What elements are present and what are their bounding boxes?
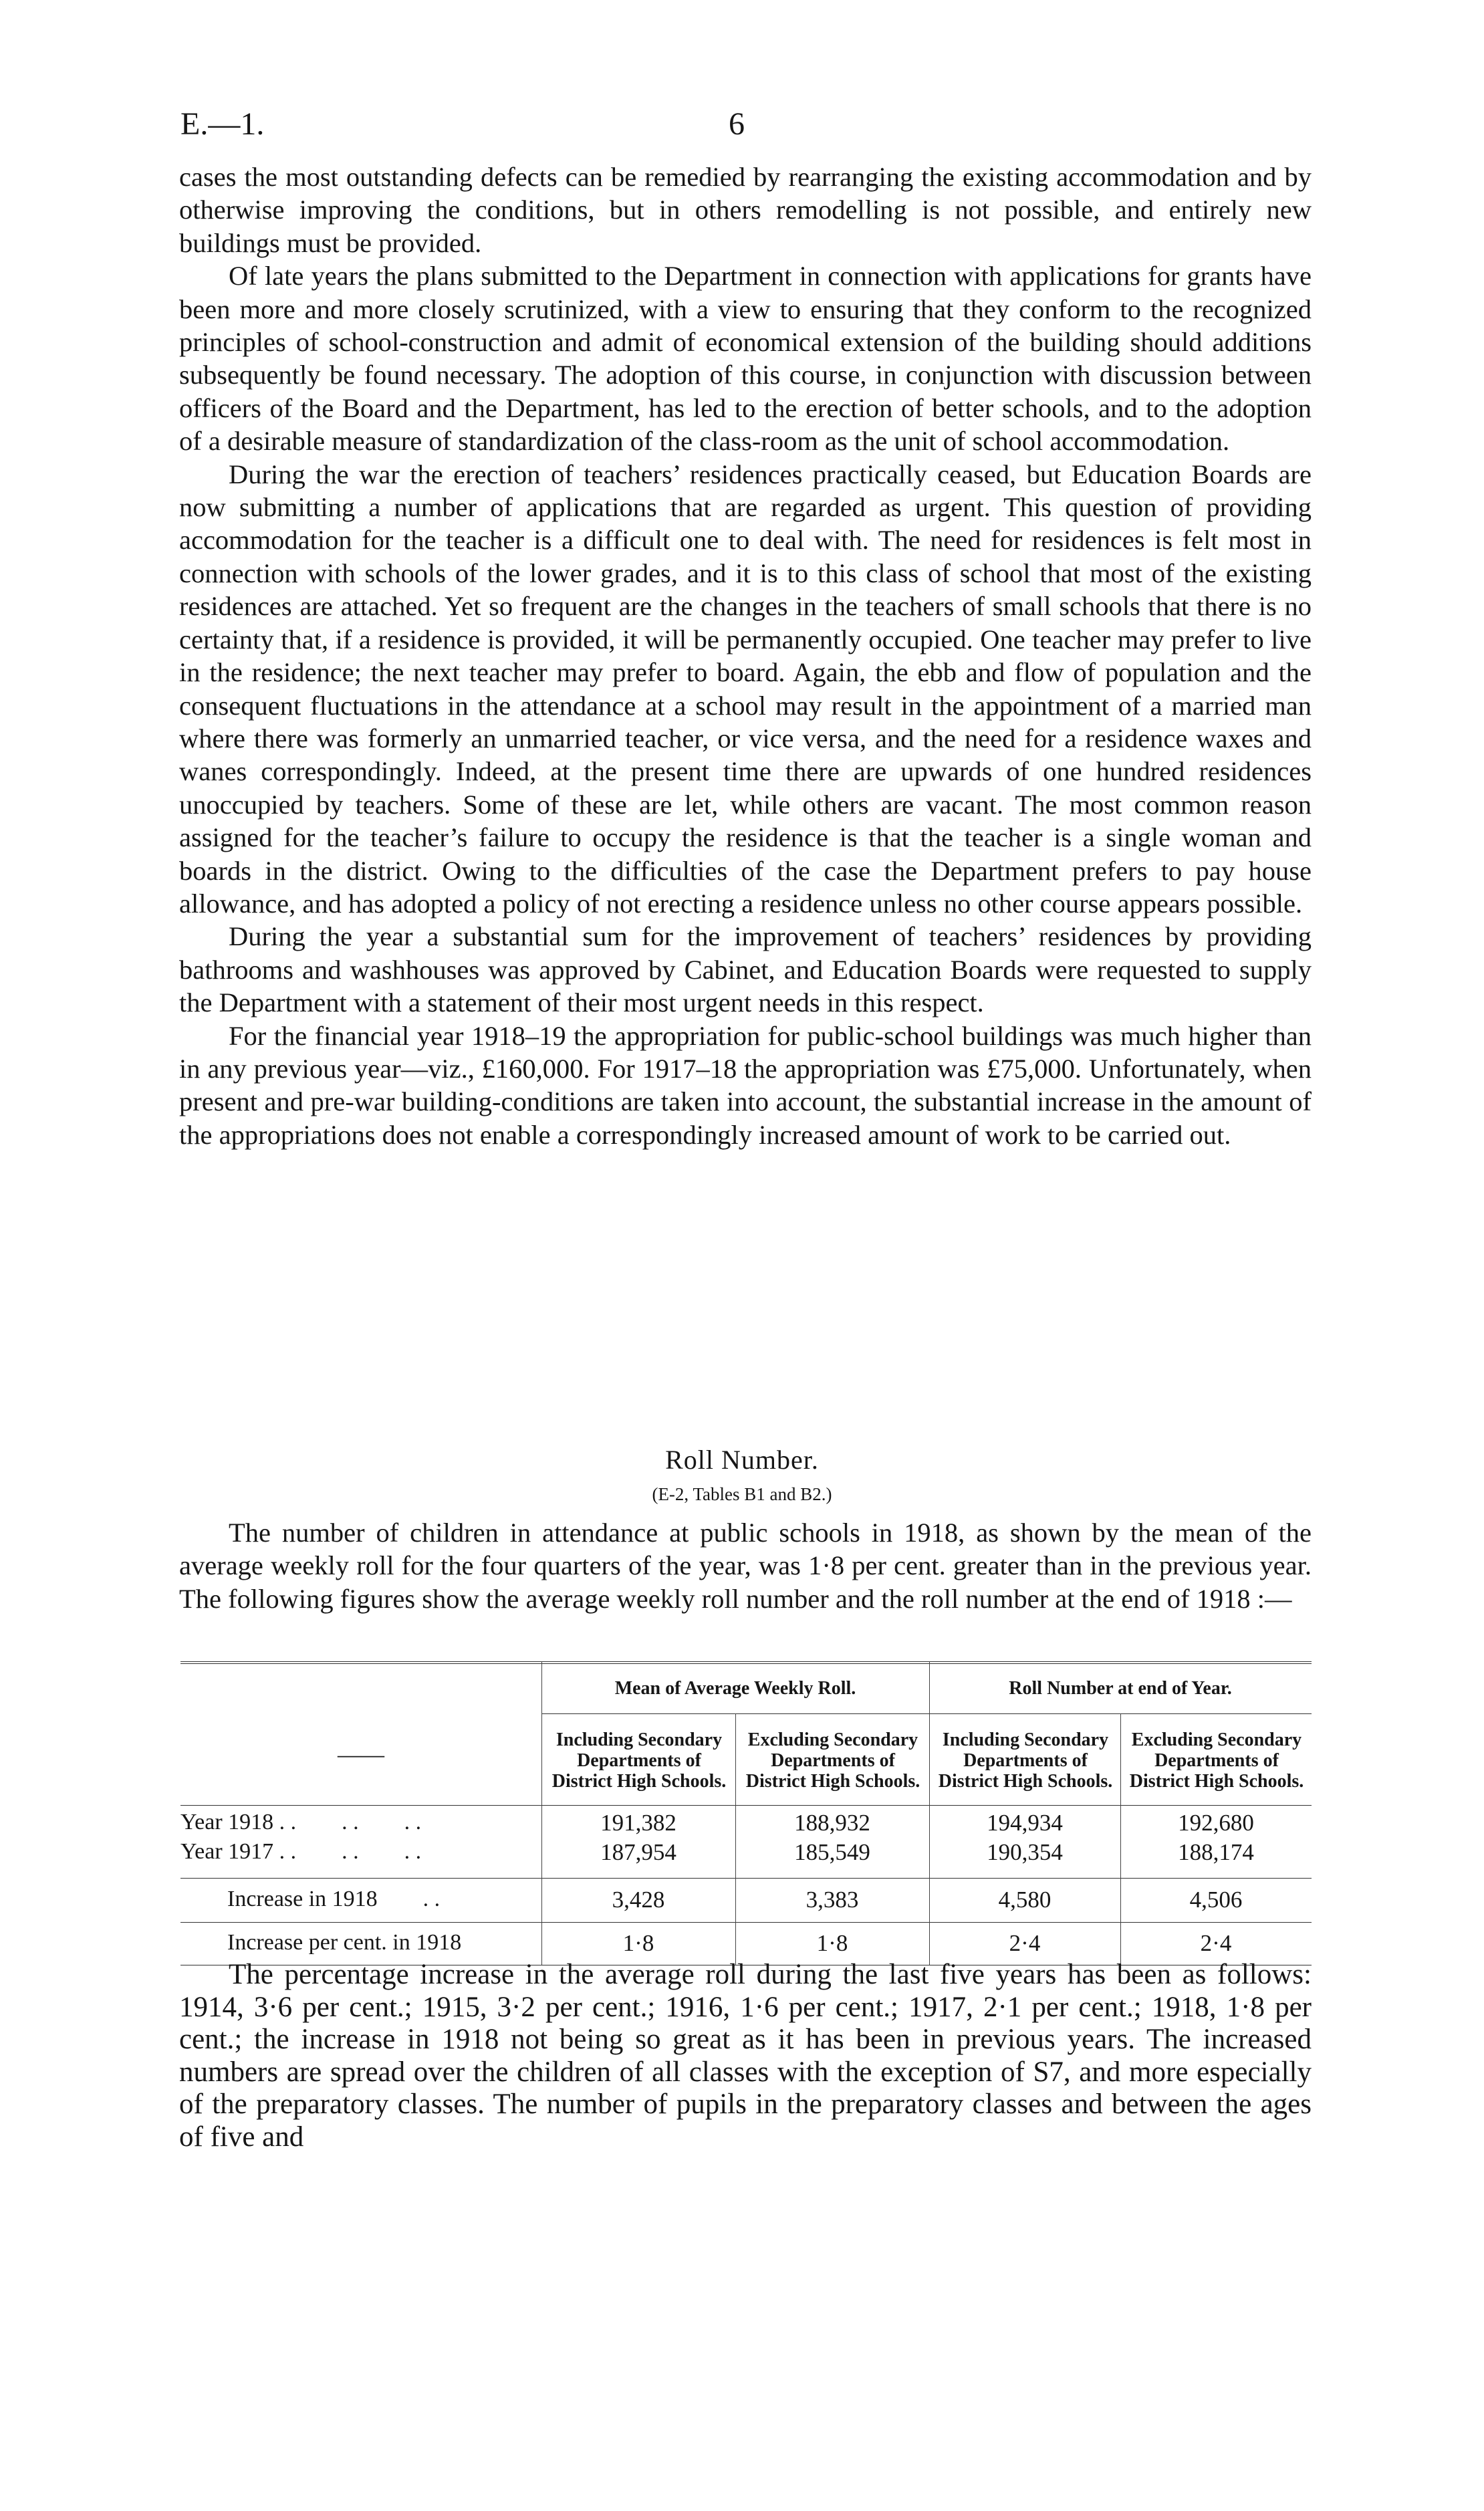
table-cell: 188,932 bbox=[794, 1810, 870, 1836]
body-text-bottom bbox=[179, 1959, 1312, 2153]
table-cell: 3,428 bbox=[612, 1887, 665, 1913]
page-number: 6 bbox=[729, 106, 745, 142]
paragraph: cases the most outstanding defects can be remedied by rearranging the existing accommodation and by otherwise improving the conditions, but in others remodelling is not possible, and entirely new buildings must be provided. bbox=[179, 162, 1312, 258]
table-cell: 2·4 bbox=[1009, 1930, 1041, 1956]
table-cell: 192,680 bbox=[1178, 1810, 1254, 1836]
column-header-excluding: Excluding Secondary Departments of District High Schools. bbox=[745, 1729, 920, 1792]
row-label: Year 1918 . . . . . . bbox=[180, 1810, 422, 1834]
row-label: Increase per cent. in 1918 bbox=[227, 1930, 462, 1955]
roll-intro bbox=[179, 1516, 1312, 1615]
table-cell: 185,549 bbox=[794, 1839, 870, 1865]
section-heading: Roll Number. bbox=[665, 1445, 819, 1475]
section-reference: (E-2, Tables B1 and B2.) bbox=[652, 1484, 832, 1504]
group-header-mean-weekly-roll: Mean of Average Weekly Roll. bbox=[614, 1678, 856, 1699]
table-cell: 191,382 bbox=[600, 1810, 676, 1836]
column-header-including: Including Secondary Departments of District High Schools. bbox=[938, 1729, 1113, 1792]
paragraph: For the financial year 1918–19 the appropriation for public-school buildings was much higher than in any previous year—viz., £160,000. For 1917–18 the appropriation was £75,000. Unfortunately, when present and pre-war building-conditions are taken into account, the substantial increase in the amount of the appropriations does not enable a correspondingly increased amount of work to be carried out. bbox=[179, 1020, 1312, 1150]
document-reference: E.—1. bbox=[180, 106, 265, 142]
column-header-excluding: Excluding Secondary Departments of District High Schools. bbox=[1129, 1729, 1304, 1792]
table-cell: 1·8 bbox=[622, 1930, 654, 1956]
paragraph: During the year a substantial sum for the improvement of teachers’ residences by providing bathrooms and washhouses was approved by Cabinet, and Education Boards were requested to supply the Department with a statement of their most urgent needs in this respect. bbox=[179, 921, 1312, 1018]
table-cell: 2·4 bbox=[1200, 1930, 1232, 1956]
column-header-including: Including Secondary Departments of District High Schools. bbox=[551, 1729, 727, 1792]
table-cell: 4,580 bbox=[998, 1887, 1052, 1913]
row-label: Year 1917 . . . . . . bbox=[180, 1839, 422, 1864]
roll-number-table bbox=[180, 1661, 1312, 1956]
table-cell: 194,934 bbox=[987, 1810, 1063, 1836]
body-text-top bbox=[179, 160, 1312, 1151]
table-cell: 4,506 bbox=[1189, 1887, 1243, 1913]
group-header-roll-end-of-year: Roll Number at end of Year. bbox=[1009, 1678, 1232, 1699]
paragraph: The percentage increase in the average roll during the last five years has been as follows: 1914, 3·6 per cent.; 1915, 3·2 per cent.; 1916, 1·6 per cent.; 1917, 2·1 per cent.; 1918, 1·8 per cent.; the increase in 1918 not being so great as it has been in previous years. The increased numbers are spread over the children of all classes with the exception of S7, and more especially of the preparatory classes. The number of pupils in the preparatory classes and between the ages of five and bbox=[179, 1959, 1312, 2153]
table-cell: 188,174 bbox=[1178, 1839, 1254, 1865]
table-cell: 1·8 bbox=[816, 1930, 848, 1956]
page-header bbox=[180, 106, 1317, 152]
paragraph: The number of children in attendance at public schools in 1918, as shown by the mean of the average weekly roll for the four quarters of the year, was 1·8 per cent. greater than in the previous year. The following figures show the average weekly roll number and the roll number at the end of 1918 :— bbox=[179, 1518, 1312, 1614]
row-label: Increase in 1918 . . bbox=[227, 1887, 441, 1911]
paragraph: Of late years the plans submitted to the Department in connection with applications for grants have been more and more closely scrutinized, with a view to ensuring that they conform to the recognized principles of school-construction and admit of economical extension of the building should additions subsequently be found necessary. The adoption of this course, in conjunction with discussion between officers of the Board and the Department, has led to the erection of better schools, and to the adoption of a desirable measure of standardization of the class-room as the unit of school accommodation. bbox=[179, 261, 1312, 457]
table-cell: 190,354 bbox=[987, 1839, 1063, 1865]
paragraph: During the war the erection of teachers’ residences practically ceased, but Education Boards are now submitting a number of applications that are regarded as urgent. This question of providing accommodation for the teacher is a difficult one to deal with. The need for residences is felt most in connection with schools of the lower grades, and it is to this class of school that most of the existing residences are attached. Yet so frequent are the changes in the teachers of small schools that there is no certainty that, if a residence is provided, it will be permanently occupied. One teacher may prefer to live in the residence; the next teacher may prefer to board. Again, the ebb and flow of population and the consequent fluctuations in the attendance at a school may result in the appointment of a married man where there was formerly an unmarried teacher, or vice versa, and the need for a residence waxes and wanes correspondingly. Indeed, at the present time there are upwards of one hundred residences unoccupied by teachers. Some of these are let, while others are vacant. The most common reason assigned for the teacher’s failure to occupy the residence is that the teacher is a single woman and boards in the district. Owing to the difficulties of the case the Department prefers to pay house allowance, and has adopted a policy of not erecting a residence unless no other course appears possible. bbox=[179, 459, 1312, 919]
table-cell: 3,383 bbox=[806, 1887, 859, 1913]
stub-header: —— bbox=[338, 1742, 384, 1768]
table-cell: 187,954 bbox=[600, 1839, 676, 1865]
